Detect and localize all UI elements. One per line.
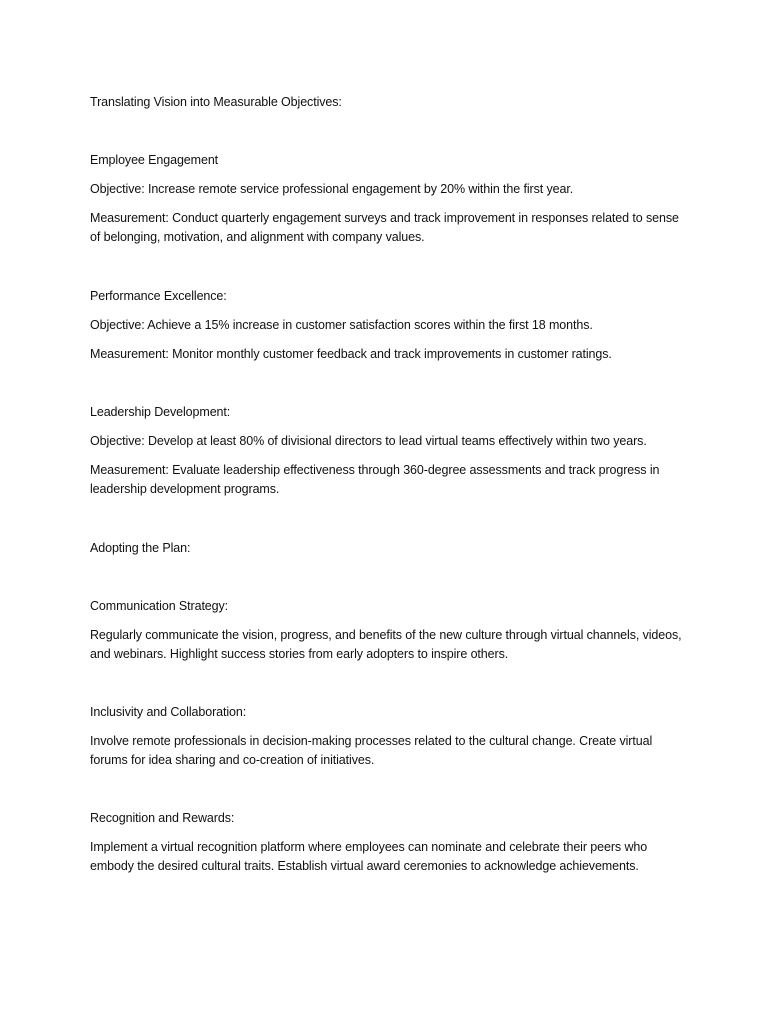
section-title-employee-engagement: Employee Engagement [90, 153, 219, 167]
section-measurement-performance-excellence: Measurement: Monitor monthly customer feedback and track improvements in customer ratings. [90, 347, 612, 361]
section-objective-employee-engagement: Objective: Increase remote service professional engagement by 20% within the first year. [90, 182, 574, 196]
plan-title-inclusivity-collaboration: Inclusivity and Collaboration: [90, 705, 247, 719]
plan-text-recognition-rewards: Implement a virtual recognition platform where employees can nominate and celebrate their peers who embody the desired cultural traits. Establish virtual award ceremonies to acknowledge achievements. [90, 840, 648, 873]
section-measurement-leadership-development: Measurement: Evaluate leadership effectiveness through 360-degree assessments and track progress in leadership development programs. [90, 463, 660, 496]
plan-text-communication-strategy: Regularly communicate the vision, progress, and benefits of the new culture through virtual channels, videos, and webinars. Highlight success stories from early adopters to inspire others. [90, 628, 682, 661]
plan-text-inclusivity-collaboration: Involve remote professionals in decision-making processes related to the cultural change. Create virtual forums for idea sharing and co-creation of initiatives. [90, 734, 653, 767]
section-measurement-employee-engagement: Measurement: Conduct quarterly engagement surveys and track improvement in responses related to sense of belonging, motivation, and alignment with company values. [90, 211, 679, 244]
section-title-performance-excellence: Performance Excellence: [90, 289, 227, 303]
section-title-leadership-development: Leadership Development: [90, 405, 231, 419]
section-objective-performance-excellence: Objective: Achieve a 15% increase in customer satisfaction scores within the first 18 months. [90, 318, 593, 332]
section-objective-leadership-development: Objective: Develop at least 80% of divisional directors to lead virtual teams effectively within two years. [90, 434, 647, 448]
document-heading: Translating Vision into Measurable Objectives: [90, 95, 342, 109]
plan-title-recognition-rewards: Recognition and Rewards: [90, 811, 235, 825]
plan-title-communication-strategy: Communication Strategy: [90, 599, 229, 613]
plan-heading: Adopting the Plan: [90, 541, 191, 555]
